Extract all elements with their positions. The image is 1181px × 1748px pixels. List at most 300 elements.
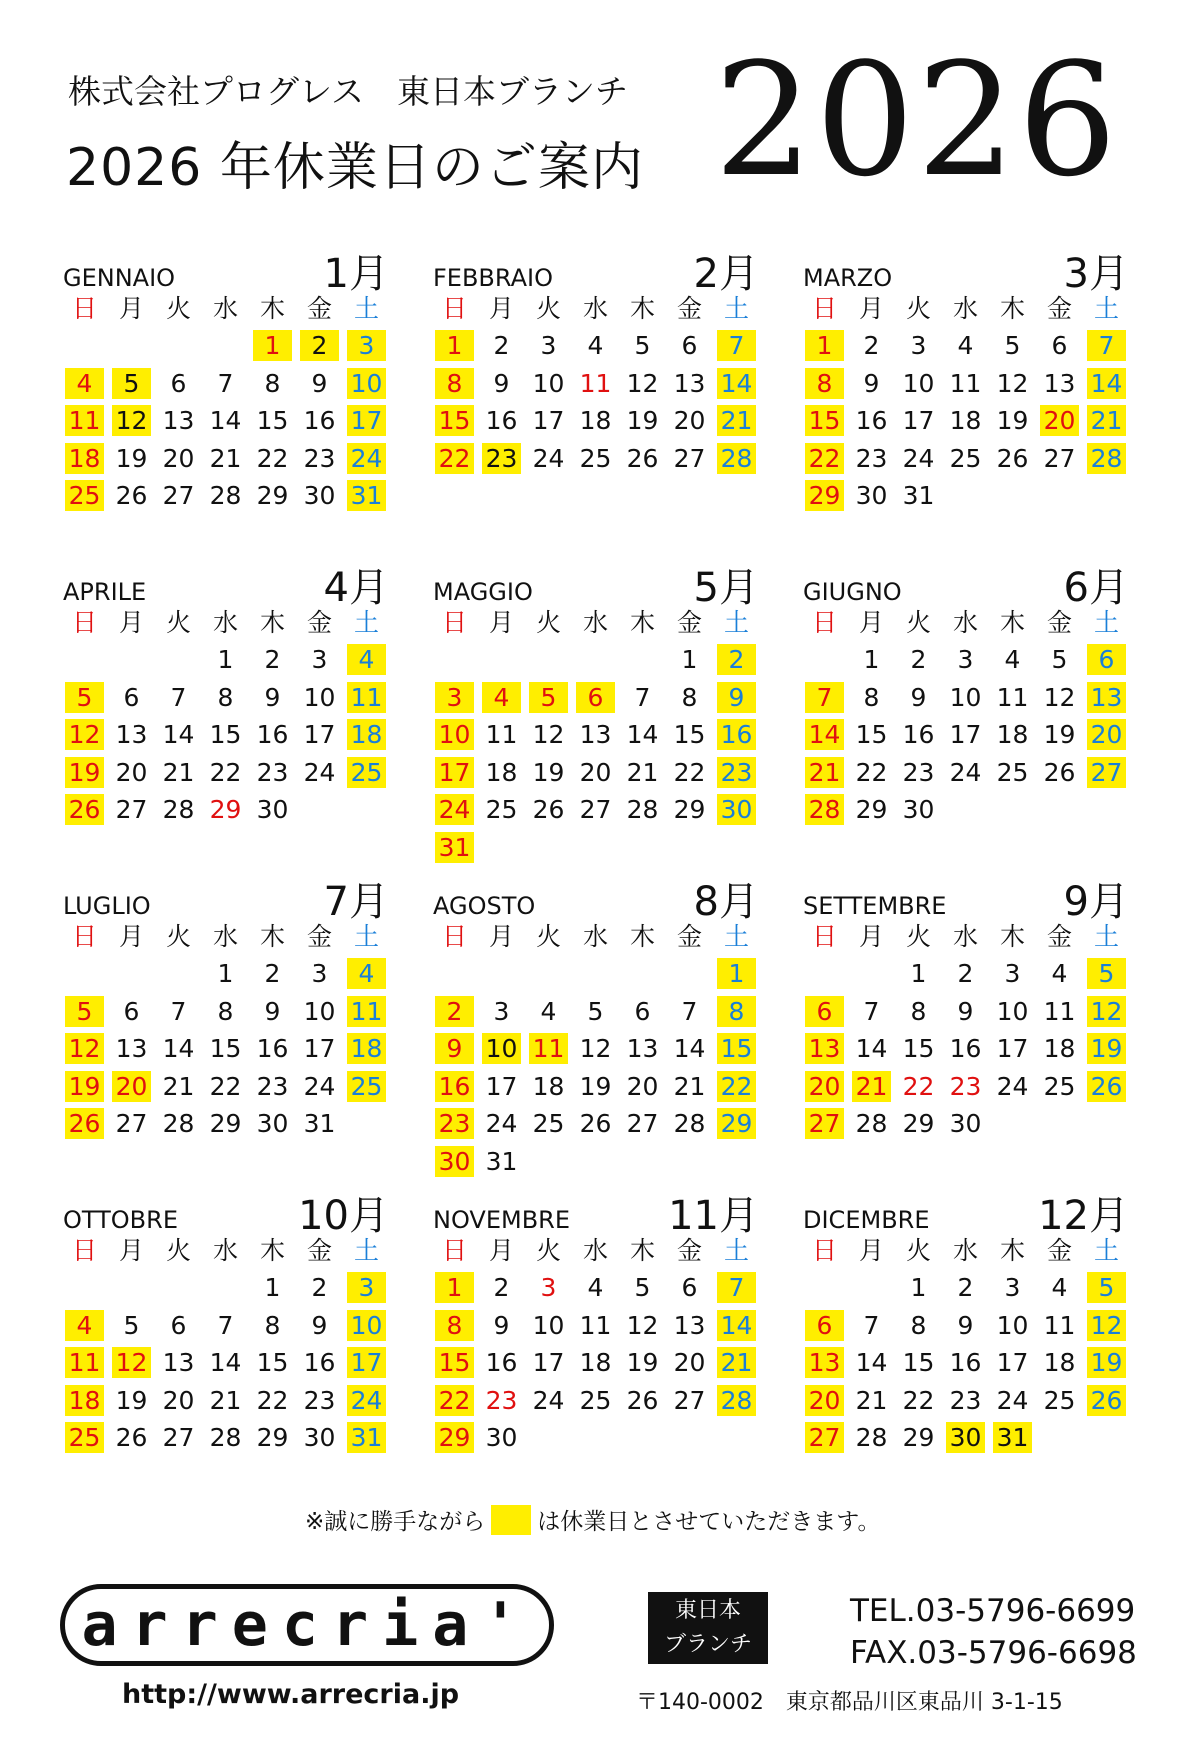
day-cell [666, 993, 713, 1031]
day-number: 30 [946, 1422, 985, 1453]
day-number: 12 [112, 1347, 151, 1378]
day-number: 12 [579, 1034, 612, 1064]
day-number: 18 [996, 720, 1029, 750]
day-number: 23 [717, 757, 756, 788]
day-number: 11 [65, 1347, 104, 1378]
day-number: 13 [579, 720, 612, 750]
day-number: 1 [217, 645, 234, 675]
day-number: 18 [579, 406, 612, 436]
day-cell [296, 679, 343, 717]
day-number: 13 [1043, 368, 1076, 398]
day-cell [202, 1419, 249, 1457]
weekday-header: 土 [723, 1236, 749, 1265]
day-number: 19 [532, 757, 565, 787]
day-number: 22 [209, 757, 242, 787]
day-cell [619, 1030, 666, 1068]
day-number: 27 [115, 795, 148, 825]
day-cell [989, 327, 1036, 365]
day-number: 10 [347, 1310, 386, 1341]
day-cell [713, 716, 760, 754]
day-cell [619, 1382, 666, 1420]
day-cell [942, 993, 989, 1031]
day-cell [572, 1269, 619, 1307]
month-days-grid [801, 290, 1130, 515]
day-cell [848, 1307, 895, 1345]
day-cell [108, 1382, 155, 1420]
day-number: 7 [170, 996, 187, 1026]
day-number: 18 [949, 406, 982, 436]
day-cell [572, 1030, 619, 1068]
day-cell [895, 1105, 942, 1143]
day-cell [61, 993, 108, 1031]
day-cell [249, 1382, 296, 1420]
day-cell [713, 1030, 760, 1068]
day-number: 10 [532, 1310, 565, 1340]
day-number: 15 [209, 1034, 242, 1064]
day-number: 23 [949, 1071, 982, 1101]
month-number: 8月 [693, 879, 759, 925]
day-number: 29 [256, 1423, 289, 1453]
day-number: 21 [855, 1385, 888, 1415]
month-number: 3月 [1063, 251, 1129, 297]
day-cell [478, 1382, 525, 1420]
day-cell [895, 716, 942, 754]
day-cell [249, 791, 296, 829]
day-cell [1083, 1307, 1130, 1345]
day-cell [478, 754, 525, 792]
day-cell [989, 993, 1036, 1031]
day-cell [1083, 365, 1130, 403]
day-cell [478, 993, 525, 1031]
weekday-header: 月 [488, 1236, 514, 1265]
day-number: 8 [805, 368, 844, 399]
day-number: 28 [162, 795, 195, 825]
weekday-header: 火 [535, 922, 561, 951]
weekday-header: 木 [629, 1236, 655, 1265]
day-number: 9 [311, 1310, 328, 1340]
day-number: 22 [256, 443, 289, 473]
day-number: 28 [209, 1423, 242, 1453]
day-number: 23 [482, 443, 521, 474]
day-number: 8 [264, 368, 281, 398]
day-cell [343, 955, 390, 993]
day-number: 13 [115, 1034, 148, 1064]
day-number: 19 [115, 443, 148, 473]
month-days-grid [801, 604, 1130, 829]
day-cell [895, 955, 942, 993]
day-cell [713, 791, 760, 829]
day-number: 24 [303, 757, 336, 787]
day-cell [895, 1307, 942, 1345]
day-number: 14 [626, 720, 659, 750]
day-number: 29 [673, 795, 706, 825]
day-number: 6 [170, 368, 187, 398]
day-number: 25 [996, 757, 1029, 787]
day-cell [249, 679, 296, 717]
day-cell [989, 716, 1036, 754]
day-cell [572, 993, 619, 1031]
month-number: 6月 [1063, 565, 1129, 611]
day-cell [942, 402, 989, 440]
day-number: 4 [587, 331, 604, 361]
day-number: 4 [587, 1273, 604, 1303]
day-cell [619, 754, 666, 792]
weekday-header: 火 [535, 294, 561, 323]
day-number: 26 [1087, 1071, 1126, 1102]
day-cell [249, 1307, 296, 1345]
day-number: 29 [902, 1423, 935, 1453]
weekday-header: 水 [582, 294, 608, 323]
day-number: 30 [855, 481, 888, 511]
day-number: 23 [303, 1385, 336, 1415]
day-cell [202, 1105, 249, 1143]
day-number: 14 [717, 1310, 756, 1341]
day-number: 2 [264, 959, 281, 989]
day-number: 3 [347, 1272, 386, 1303]
day-cell [895, 679, 942, 717]
day-cell [572, 327, 619, 365]
day-cell [61, 791, 108, 829]
day-cell [942, 327, 989, 365]
day-number: 13 [805, 1033, 844, 1064]
day-number: 26 [626, 443, 659, 473]
day-cell [572, 1382, 619, 1420]
day-number: 22 [902, 1071, 935, 1101]
day-number: 20 [112, 1071, 151, 1102]
day-cell [343, 716, 390, 754]
day-number: 19 [65, 757, 104, 788]
day-number: 7 [863, 996, 880, 1026]
day-number: 21 [162, 757, 195, 787]
month-name: DICEMBRE [803, 1206, 930, 1234]
empty-cell [155, 955, 202, 993]
day-cell [343, 1344, 390, 1382]
day-number: 30 [303, 1423, 336, 1453]
day-cell [619, 679, 666, 717]
weekday-header: 月 [118, 922, 144, 951]
day-number: 27 [1043, 443, 1076, 473]
day-number: 29 [256, 481, 289, 511]
day-cell [713, 754, 760, 792]
day-cell [572, 365, 619, 403]
day-cell [343, 477, 390, 515]
weekday-header: 火 [165, 608, 191, 637]
day-cell [572, 402, 619, 440]
day-number: 18 [65, 443, 104, 474]
day-number: 2 [957, 959, 974, 989]
day-number: 5 [1004, 331, 1021, 361]
day-number: 17 [485, 1071, 518, 1101]
day-cell [155, 1419, 202, 1457]
day-number: 30 [435, 1146, 474, 1177]
day-cell [1036, 1030, 1083, 1068]
day-cell [478, 1419, 525, 1457]
day-number: 14 [717, 368, 756, 399]
day-cell [108, 791, 155, 829]
day-cell [895, 1419, 942, 1457]
day-cell [343, 327, 390, 365]
day-number: 27 [673, 1385, 706, 1415]
website-url[interactable]: http://www.arrecria.jp [122, 1679, 460, 1710]
day-number: 15 [902, 1034, 935, 1064]
day-cell [713, 1344, 760, 1382]
day-number: 14 [805, 719, 844, 750]
company-name: 株式会社プログレス 東日本ブランチ [68, 72, 629, 111]
day-number: 25 [532, 1109, 565, 1139]
day-number: 23 [303, 443, 336, 473]
day-cell [108, 402, 155, 440]
day-cell [572, 440, 619, 478]
weekday-header: 土 [723, 922, 749, 951]
day-cell [202, 754, 249, 792]
day-cell [155, 440, 202, 478]
day-cell [1083, 1269, 1130, 1307]
empty-cell [61, 327, 108, 365]
empty-cell [61, 1269, 108, 1307]
day-number: 23 [485, 1385, 518, 1415]
day-cell [848, 402, 895, 440]
weekday-header: 木 [259, 608, 285, 637]
day-number: 15 [256, 406, 289, 436]
day-number: 9 [264, 682, 281, 712]
day-cell [1036, 1382, 1083, 1420]
day-number: 17 [303, 720, 336, 750]
day-number: 10 [902, 368, 935, 398]
day-cell [801, 716, 848, 754]
day-number: 9 [311, 368, 328, 398]
day-number: 14 [162, 1034, 195, 1064]
day-number: 5 [634, 331, 651, 361]
day-number: 16 [717, 719, 756, 750]
day-number: 3 [347, 330, 386, 361]
month-days-grid [61, 604, 390, 829]
day-cell [989, 1344, 1036, 1382]
day-cell [572, 791, 619, 829]
month-number: 12月 [1038, 1193, 1129, 1239]
day-number: 16 [949, 1034, 982, 1064]
day-cell [801, 477, 848, 515]
weekday-header: 水 [582, 1236, 608, 1265]
day-cell [572, 1068, 619, 1106]
day-cell [108, 440, 155, 478]
day-cell [801, 1105, 848, 1143]
day-number: 13 [673, 1310, 706, 1340]
weekday-header: 土 [353, 1236, 379, 1265]
day-cell [525, 1382, 572, 1420]
day-number: 14 [855, 1348, 888, 1378]
day-cell [666, 327, 713, 365]
empty-cell [801, 955, 848, 993]
arrecria-logo [60, 1584, 554, 1666]
day-number: 12 [1043, 682, 1076, 712]
day-number: 28 [855, 1109, 888, 1139]
day-cell [61, 1030, 108, 1068]
day-cell [619, 1344, 666, 1382]
day-number: 17 [949, 720, 982, 750]
day-number: 4 [482, 682, 521, 713]
day-cell [848, 641, 895, 679]
day-number: 12 [1087, 996, 1126, 1027]
weekday-header: 金 [306, 1236, 332, 1265]
empty-cell [801, 1269, 848, 1307]
day-number: 3 [311, 959, 328, 989]
month-days-grid [431, 918, 760, 1180]
day-cell [343, 1068, 390, 1106]
day-cell [296, 1382, 343, 1420]
day-number: 10 [996, 996, 1029, 1026]
day-cell [942, 1382, 989, 1420]
day-cell [296, 402, 343, 440]
day-cell [989, 1419, 1036, 1457]
day-number: 21 [626, 757, 659, 787]
day-cell [895, 327, 942, 365]
day-number: 5 [65, 996, 104, 1027]
day-number: 11 [65, 405, 104, 436]
day-cell [801, 1307, 848, 1345]
day-number: 21 [162, 1071, 195, 1101]
day-number: 22 [805, 443, 844, 474]
day-cell [202, 641, 249, 679]
day-number: 25 [1043, 1071, 1076, 1101]
day-cell [801, 754, 848, 792]
weekday-header: 土 [353, 608, 379, 637]
day-number: 1 [910, 1273, 927, 1303]
weekday-header: 土 [353, 294, 379, 323]
month-name: MARZO [803, 264, 893, 292]
day-number: 16 [902, 720, 935, 750]
day-number: 9 [910, 682, 927, 712]
day-cell [848, 993, 895, 1031]
day-cell [478, 327, 525, 365]
day-number: 8 [910, 996, 927, 1026]
day-number: 1 [264, 1273, 281, 1303]
weekday-header: 日 [441, 922, 467, 951]
day-cell [989, 440, 1036, 478]
day-number: 24 [303, 1071, 336, 1101]
day-number: 24 [435, 794, 474, 825]
day-cell [202, 791, 249, 829]
day-number: 7 [805, 682, 844, 713]
weekday-header: 日 [71, 922, 97, 951]
day-number: 8 [435, 368, 474, 399]
day-number: 23 [256, 757, 289, 787]
day-cell [478, 1344, 525, 1382]
day-cell [249, 993, 296, 1031]
day-number: 30 [949, 1109, 982, 1139]
year-display: 2026 [713, 29, 1119, 211]
day-cell [666, 1344, 713, 1382]
day-cell [343, 365, 390, 403]
day-number: 10 [949, 682, 982, 712]
day-cell [942, 1105, 989, 1143]
day-cell [431, 365, 478, 403]
day-cell [343, 1382, 390, 1420]
empty-cell [155, 641, 202, 679]
day-cell [572, 716, 619, 754]
weekday-header: 木 [259, 294, 285, 323]
day-number: 28 [1087, 443, 1126, 474]
day-number: 24 [485, 1109, 518, 1139]
weekday-header: 月 [488, 922, 514, 951]
day-number: 6 [681, 331, 698, 361]
day-number: 8 [863, 682, 880, 712]
day-cell [296, 1344, 343, 1382]
day-cell [296, 716, 343, 754]
day-cell [525, 754, 572, 792]
day-cell [989, 402, 1036, 440]
day-cell [989, 1382, 1036, 1420]
day-number: 19 [626, 406, 659, 436]
day-number: 11 [949, 368, 982, 398]
day-number: 31 [347, 1422, 386, 1453]
day-number: 1 [717, 958, 756, 989]
day-number: 10 [996, 1310, 1029, 1340]
empty-cell [572, 641, 619, 679]
day-number: 1 [435, 1272, 474, 1303]
day-cell [848, 754, 895, 792]
day-number: 4 [347, 958, 386, 989]
day-number: 24 [996, 1385, 1029, 1415]
weekday-header: 水 [582, 608, 608, 637]
day-cell [525, 1344, 572, 1382]
day-number: 2 [300, 330, 339, 361]
day-number: 2 [493, 331, 510, 361]
day-cell [942, 1344, 989, 1382]
day-cell [155, 1030, 202, 1068]
day-cell [155, 1307, 202, 1345]
day-cell [989, 679, 1036, 717]
day-cell [1036, 641, 1083, 679]
day-number: 21 [852, 1071, 891, 1102]
day-cell [848, 365, 895, 403]
day-cell [296, 1419, 343, 1457]
day-cell [848, 1419, 895, 1457]
day-cell [619, 402, 666, 440]
branch-badge-line2: ブランチ [663, 1632, 752, 1657]
day-cell [713, 440, 760, 478]
day-number: 21 [673, 1071, 706, 1101]
page-title: 2026 年休業日のご案内 [66, 138, 644, 198]
day-number: 15 [673, 720, 706, 750]
day-cell [801, 402, 848, 440]
day-cell [942, 1307, 989, 1345]
day-number: 8 [264, 1310, 281, 1340]
day-cell [1083, 754, 1130, 792]
day-cell [713, 993, 760, 1031]
day-number: 3 [957, 645, 974, 675]
day-number: 14 [1087, 368, 1126, 399]
day-cell [1036, 1269, 1083, 1307]
day-number: 21 [717, 405, 756, 436]
day-number: 31 [993, 1422, 1032, 1453]
empty-cell [108, 1269, 155, 1307]
day-cell [525, 402, 572, 440]
day-cell [1036, 327, 1083, 365]
day-cell [525, 1307, 572, 1345]
day-number: 25 [485, 795, 518, 825]
day-number: 4 [347, 644, 386, 675]
day-number: 2 [863, 331, 880, 361]
weekday-header: 水 [952, 608, 978, 637]
month-name: FEBBRAIO [433, 264, 553, 292]
fax-number: FAX.03-5796-6698 [850, 1635, 1137, 1671]
day-cell [343, 1307, 390, 1345]
weekday-header: 金 [306, 922, 332, 951]
empty-cell [619, 641, 666, 679]
day-cell [666, 365, 713, 403]
day-cell [249, 440, 296, 478]
day-cell [801, 679, 848, 717]
